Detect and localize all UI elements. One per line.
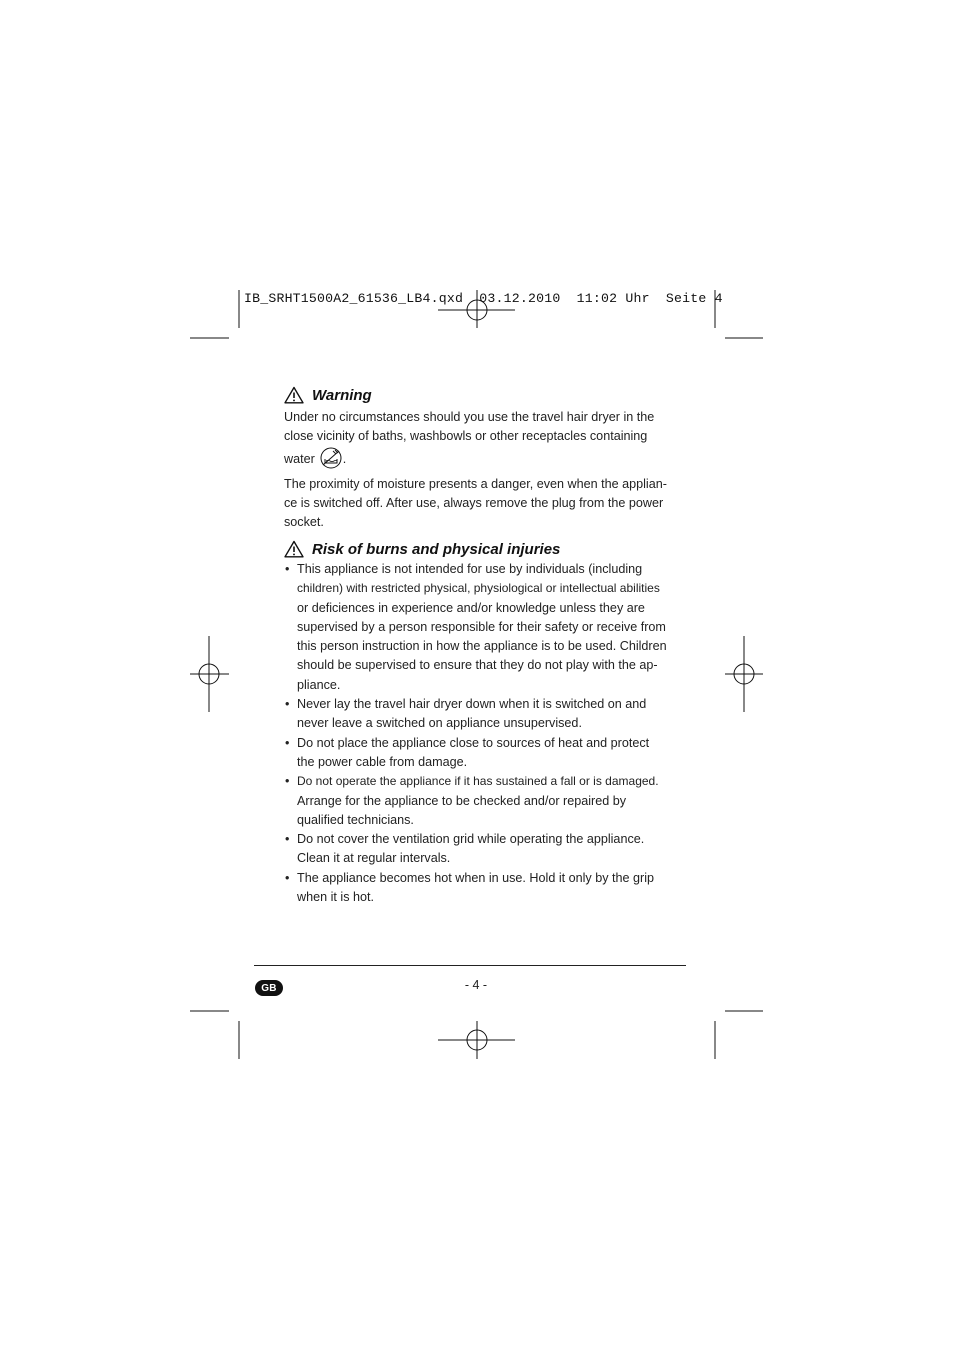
text-line: Under no circumstances should you use the travel hair dryer in the <box>284 410 655 424</box>
text-line: never leave a switched on appliance unsupervised. <box>297 716 582 731</box>
text-line: pliance. <box>297 677 341 692</box>
warning-section <box>284 386 676 533</box>
risk-section <box>284 540 676 907</box>
warning-triangle-icon <box>284 540 304 558</box>
language-badge: GB <box>255 980 283 996</box>
list-item <box>284 695 676 734</box>
list-item <box>284 772 676 830</box>
text-line: • Do not operate the appliance if it has sustained a fall or is damaged. <box>297 774 659 789</box>
text-line: Arrange for the appliance to be checked and/or repaired by <box>297 793 627 808</box>
page-number: - 4 - <box>464 978 488 992</box>
text-fragment: water <box>284 451 315 466</box>
print-slug: IB_SRHT1500A2_61536_LB4.qxd 03.12.2010 11:02 Uhr Seite 4 <box>244 291 723 306</box>
registration-mark-bottom <box>438 1021 515 1059</box>
risk-bullet-list <box>284 560 676 907</box>
text-line: when it is hot. <box>297 890 375 905</box>
text-line: • Do not place the appliance close to sources of heat and protect <box>297 735 650 750</box>
registration-mark-right <box>725 636 763 712</box>
text-line: • Never lay the travel hair dryer down when it is switched on and <box>297 697 647 712</box>
risk-heading-text: Risk of burns and physical injuries <box>312 540 561 558</box>
warning-heading <box>284 386 676 404</box>
text-line: The proximity of moisture presents a danger, even when the applian- <box>284 476 667 491</box>
text-line: children) with restricted physical, physiological or intellectual abilities <box>297 581 660 596</box>
warning-triangle-icon <box>284 386 304 404</box>
text-line: qualified technicians. <box>297 812 414 827</box>
list-item <box>284 869 676 908</box>
warning-heading-text: Warning <box>312 386 372 404</box>
text-line: socket. <box>284 515 324 530</box>
registration-mark-top <box>438 290 515 328</box>
footer-rule <box>254 965 686 966</box>
text-line: • The appliance becomes hot when in use. Hold it only by the grip <box>297 870 655 885</box>
warning-body <box>284 408 676 533</box>
text-line: should be supervised to ensure that they do not play with the ap- <box>297 658 658 673</box>
text-line: or deficiences in experience and/or knowledge unless they are <box>297 600 645 615</box>
text-line-with-icon <box>284 447 676 475</box>
text-line: close vicinity of baths, washbowls or other receptacles containing <box>284 429 648 444</box>
list-item <box>284 830 676 869</box>
text-fragment: . <box>342 451 347 466</box>
list-item <box>284 734 676 773</box>
text-line: supervised by a person responsible for their safety or receive from <box>297 619 666 634</box>
registration-mark-left <box>190 636 229 712</box>
text-line: the power cable from damage. <box>297 754 468 769</box>
list-item <box>284 560 676 695</box>
text-line: Clean it at regular intervals. <box>297 851 451 866</box>
text-line: ce is switched off. After use, always remove the plug from the power <box>284 496 664 511</box>
text-line: • This appliance is not intended for use by individuals (including <box>297 562 643 576</box>
risk-heading <box>284 540 676 558</box>
text-line: this person instruction in how the appliance is to be used. Children <box>297 639 667 654</box>
text-line: • Do not cover the ventilation grid while operating the appliance. <box>297 832 645 847</box>
no-water-icon <box>319 447 343 475</box>
